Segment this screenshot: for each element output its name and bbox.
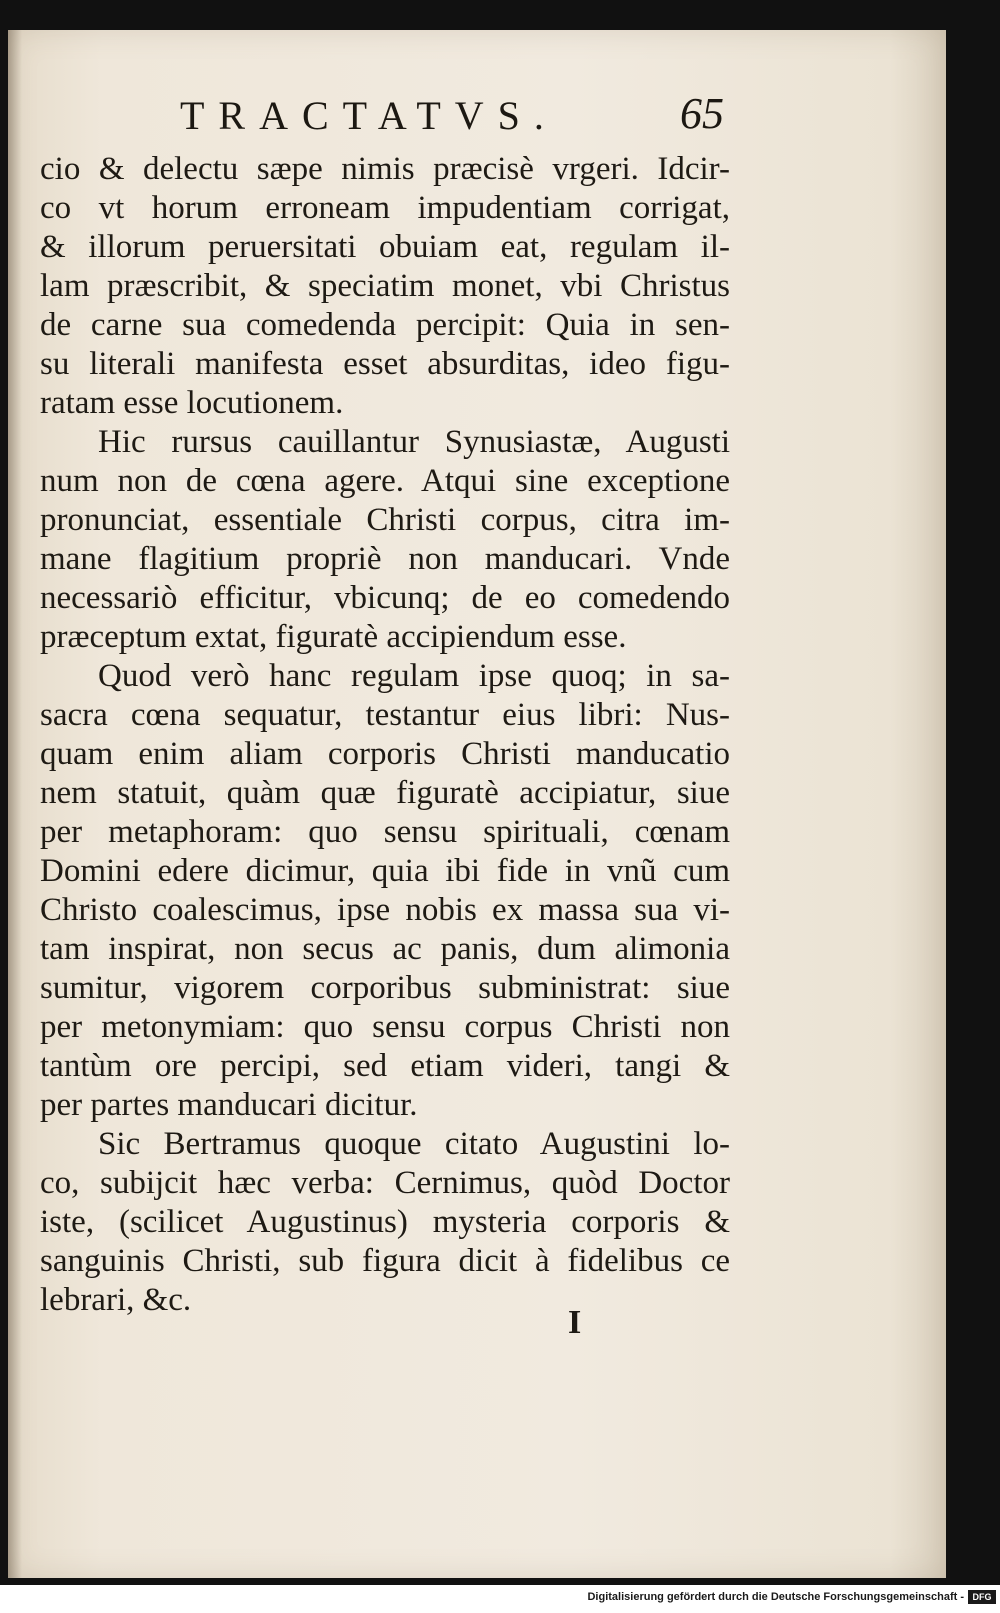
body-text	[40, 150, 730, 1320]
text-line: præceptum extat, figuratè accipiendum esse.	[40, 619, 627, 655]
paragraph-3	[40, 657, 730, 1125]
text-line: & illorum peruersitati obuiam eat, regulam il-	[40, 229, 730, 265]
text-line: per metonymiam: quo sensu corpus Christi non	[40, 1009, 730, 1045]
text-line: co vt horum erroneam impudentiam corrigat,	[40, 190, 730, 226]
text-line: tam inspirat, non secus ac panis, dum alimonia	[40, 931, 730, 967]
spine-shadow	[8, 30, 22, 1578]
signature-mark: I	[568, 1304, 582, 1341]
text-line: Christo coalescimus, ipse nobis ex massa sua vi-	[40, 892, 730, 928]
footer-credit: Digitalisierung gefördert durch die Deutsche Forschungsgemeinschaft -	[587, 1591, 964, 1603]
text-line: per metaphoram: quo sensu spirituali, cœnam	[40, 814, 730, 850]
text-line: Quod verò hanc regulam ipse quoq; in sa-	[98, 658, 730, 694]
paragraph-2	[40, 423, 730, 657]
text-line: Hic rursus cauillantur Synusiastæ, Augusti	[98, 424, 730, 460]
running-title: TRACTATVS.	[180, 93, 558, 138]
text-line: Sic Bertramus quoque citato Augustini lo-	[98, 1126, 730, 1162]
page-header	[40, 89, 740, 152]
text-line: mane flagitium propriè non manducari. Vnde	[40, 541, 730, 577]
text-line: necessariò efficitur, vbicunq; de eo comedendo	[40, 580, 730, 616]
text-line: pronunciat, essentiale Christi corpus, citra im-	[40, 502, 730, 538]
text-line: co, subijcit hæc verba: Cernimus, quòd Doctor	[40, 1165, 730, 1201]
text-line: cio & delectu sæpe nimis præcisè vrgeri. Idcir-	[40, 151, 730, 187]
text-line: nem statuit, quàm quæ figuratè accipiatur, siue	[40, 775, 730, 811]
text-line: quam enim aliam corporis Christi manducatio	[40, 736, 730, 772]
paragraph-4	[40, 1125, 730, 1320]
paragraph-1	[40, 150, 730, 423]
text-line: tantùm ore percipi, sed etiam videri, tangi &	[40, 1048, 730, 1084]
text-line: lebrari, &c.	[40, 1282, 192, 1318]
text-line: Domini edere dicimur, quia ibi fide in vnũ cum	[40, 853, 730, 889]
text-line: lam præscribit, & speciatim monet, vbi Christus	[40, 268, 730, 304]
text-line: de carne sua comedenda percipit: Quia in sen-	[40, 307, 730, 343]
text-line: iste, (scilicet Augustinus) mysteria corporis &	[40, 1204, 730, 1240]
dfg-logo-icon: DFG	[968, 1590, 996, 1604]
page-number: 65	[680, 89, 724, 138]
text-line: sanguinis Christi, sub figura dicit à fidelibus ce	[40, 1243, 730, 1279]
text-line: su literali manifesta esset absurditas, ideo figu-	[40, 346, 730, 382]
text-line: per partes manducari dicitur.	[40, 1087, 418, 1123]
text-line: ratam esse locutionem.	[40, 385, 344, 421]
text-line: num non de cœna agere. Atqui sine exceptione	[40, 463, 730, 499]
text-line: sacra cœna sequatur, testantur eius libri: Nus-	[40, 697, 730, 733]
text-line: sumitur, vigorem corporibus subministrat: siue	[40, 970, 730, 1006]
